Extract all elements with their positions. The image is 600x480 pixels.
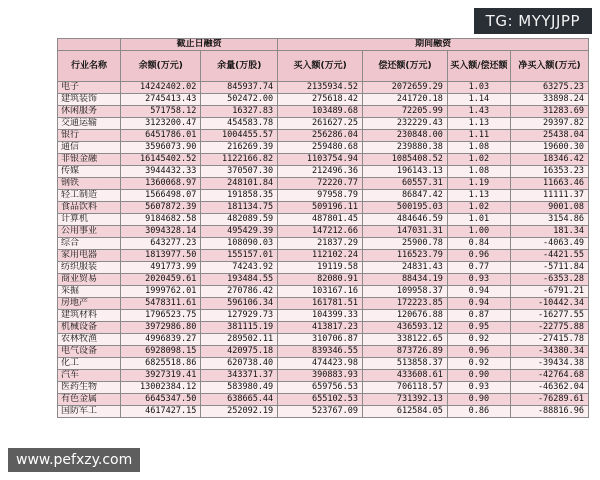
cell-industry: 纺织服装 xyxy=(58,262,121,274)
cell-net-buy: -76289.61 xyxy=(510,394,588,406)
cell-balance-volume: 583980.49 xyxy=(201,382,278,394)
cell-industry: 农林牧渔 xyxy=(58,334,121,346)
cell-net-buy: 19600.30 xyxy=(510,142,588,154)
cell-balance-amount: 571758.12 xyxy=(121,106,201,118)
cell-buy: 82080.91 xyxy=(278,274,363,286)
cell-balance-amount: 4996839.27 xyxy=(121,334,201,346)
cell-balance-volume: 216269.39 xyxy=(201,142,278,154)
cell-industry: 休闲服务 xyxy=(58,106,121,118)
cell-balance-volume: 482089.59 xyxy=(201,214,278,226)
cell-balance-volume: 108090.03 xyxy=(201,238,278,250)
cell-balance-amount: 4617427.15 xyxy=(121,406,201,418)
cell-ratio: 0.93 xyxy=(447,382,510,394)
cell-buy: 103167.16 xyxy=(278,286,363,298)
cell-balance-amount: 1813977.50 xyxy=(121,250,201,262)
cell-ratio: 0.90 xyxy=(447,394,510,406)
table-row xyxy=(58,166,589,178)
cell-balance-volume: 495429.39 xyxy=(201,226,278,238)
cell-buy: 161781.51 xyxy=(278,298,363,310)
cell-repay: 116523.79 xyxy=(363,250,448,262)
cell-ratio: 1.03 xyxy=(447,82,510,94)
cell-net-buy: -6353.28 xyxy=(510,274,588,286)
cell-buy: 474423.98 xyxy=(278,358,363,370)
cell-buy: 509196.11 xyxy=(278,202,363,214)
cell-industry: 通信 xyxy=(58,142,121,154)
cell-repay: 109958.37 xyxy=(363,286,448,298)
cell-buy: 839346.55 xyxy=(278,346,363,358)
cell-balance-amount: 5607872.39 xyxy=(121,202,201,214)
cell-balance-volume: 252092.19 xyxy=(201,406,278,418)
cell-balance-volume: 1004455.57 xyxy=(201,130,278,142)
cell-buy: 256286.04 xyxy=(278,130,363,142)
cell-buy: 390883.93 xyxy=(278,370,363,382)
cell-buy: 19119.58 xyxy=(278,262,363,274)
cell-balance-amount: 1360068.97 xyxy=(121,178,201,190)
cell-ratio: 0.93 xyxy=(447,274,510,286)
cell-ratio: 0.96 xyxy=(447,250,510,262)
cell-industry: 电气设备 xyxy=(58,346,121,358)
cell-industry: 综合 xyxy=(58,238,121,250)
cell-buy: 21837.29 xyxy=(278,238,363,250)
cell-balance-volume: 343371.37 xyxy=(201,370,278,382)
cell-industry: 采掘 xyxy=(58,286,121,298)
table-row xyxy=(58,382,589,394)
cell-industry: 交通运输 xyxy=(58,118,121,130)
cell-industry: 家用电器 xyxy=(58,250,121,262)
cell-buy: 310706.87 xyxy=(278,334,363,346)
cell-repay: 232229.43 xyxy=(363,118,448,130)
cell-repay: 230848.00 xyxy=(363,130,448,142)
cell-repay: 147031.31 xyxy=(363,226,448,238)
table-row xyxy=(58,118,589,130)
cell-net-buy: -88816.96 xyxy=(510,406,588,418)
cell-repay: 239880.38 xyxy=(363,142,448,154)
cell-buy: 2135934.52 xyxy=(278,82,363,94)
table-row xyxy=(58,406,589,418)
cell-buy: 147212.66 xyxy=(278,226,363,238)
cell-balance-volume: 845937.74 xyxy=(201,82,278,94)
cell-repay: 25900.78 xyxy=(363,238,448,250)
cell-industry: 非银金融 xyxy=(58,154,121,166)
cell-repay: 241720.18 xyxy=(363,94,448,106)
header-balance-amount: 余额(万元) xyxy=(121,51,201,82)
cell-balance-volume: 181134.75 xyxy=(201,202,278,214)
cell-balance-volume: 155157.01 xyxy=(201,250,278,262)
cell-net-buy: 31283.69 xyxy=(510,106,588,118)
cell-balance-amount: 16145402.52 xyxy=(121,154,201,166)
cell-repay: 612584.05 xyxy=(363,406,448,418)
cell-net-buy: -39434.38 xyxy=(510,358,588,370)
header-group-period: 期间融资 xyxy=(278,39,589,51)
table-body xyxy=(58,82,589,418)
cell-net-buy: -42764.68 xyxy=(510,370,588,382)
header-ratio: 买入额/偿还额 xyxy=(447,51,510,82)
cell-balance-amount: 1796523.75 xyxy=(121,310,201,322)
table-row xyxy=(58,334,589,346)
cell-balance-volume: 127929.73 xyxy=(201,310,278,322)
cell-ratio: 1.08 xyxy=(447,166,510,178)
cell-net-buy: 16353.23 xyxy=(510,166,588,178)
cell-ratio: 0.84 xyxy=(447,238,510,250)
cell-net-buy: 181.34 xyxy=(510,226,588,238)
cell-balance-volume: 454583.78 xyxy=(201,118,278,130)
header-row-columns xyxy=(58,51,589,82)
cell-repay: 484646.59 xyxy=(363,214,448,226)
cell-ratio: 1.14 xyxy=(447,94,510,106)
header-repay: 偿还额(万元) xyxy=(363,51,448,82)
cell-buy: 523767.09 xyxy=(278,406,363,418)
header-row-group xyxy=(58,39,589,51)
cell-repay: 500195.03 xyxy=(363,202,448,214)
cell-net-buy: -16277.55 xyxy=(510,310,588,322)
cell-balance-volume: 638665.44 xyxy=(201,394,278,406)
header-group-end-date: 截止日融资 xyxy=(121,39,278,51)
cell-buy: 104399.33 xyxy=(278,310,363,322)
table-row xyxy=(58,202,589,214)
table-row xyxy=(58,286,589,298)
cell-buy: 487801.45 xyxy=(278,214,363,226)
cell-buy: 413817.23 xyxy=(278,322,363,334)
cell-balance-volume: 191858.35 xyxy=(201,190,278,202)
table-row xyxy=(58,190,589,202)
cell-balance-amount: 643277.23 xyxy=(121,238,201,250)
cell-balance-amount: 13002384.12 xyxy=(121,382,201,394)
cell-balance-volume: 289502.11 xyxy=(201,334,278,346)
cell-industry: 计算机 xyxy=(58,214,121,226)
cell-net-buy: 25438.04 xyxy=(510,130,588,142)
cell-balance-volume: 1122166.82 xyxy=(201,154,278,166)
cell-ratio: 1.01 xyxy=(447,214,510,226)
cell-net-buy: 18346.42 xyxy=(510,154,588,166)
header-net-buy: 净买入额(万元) xyxy=(510,51,588,82)
cell-balance-amount: 1999762.01 xyxy=(121,286,201,298)
cell-balance-amount: 6825518.86 xyxy=(121,358,201,370)
table-row xyxy=(58,154,589,166)
cell-net-buy: -46362.04 xyxy=(510,382,588,394)
cell-buy: 659756.53 xyxy=(278,382,363,394)
cell-repay: 172223.85 xyxy=(363,298,448,310)
cell-ratio: 1.19 xyxy=(447,178,510,190)
cell-repay: 2072659.29 xyxy=(363,82,448,94)
cell-industry: 银行 xyxy=(58,130,121,142)
cell-ratio: 0.94 xyxy=(447,298,510,310)
cell-balance-volume: 596106.34 xyxy=(201,298,278,310)
cell-industry: 传媒 xyxy=(58,166,121,178)
cell-balance-volume: 502472.00 xyxy=(201,94,278,106)
cell-balance-volume: 370507.30 xyxy=(201,166,278,178)
cell-ratio: 0.87 xyxy=(447,310,510,322)
cell-buy: 275618.42 xyxy=(278,94,363,106)
cell-balance-amount: 491773.99 xyxy=(121,262,201,274)
cell-buy: 212496.36 xyxy=(278,166,363,178)
cell-balance-volume: 16327.83 xyxy=(201,106,278,118)
cell-industry: 建筑材料 xyxy=(58,310,121,322)
cell-ratio: 1.13 xyxy=(447,118,510,130)
cell-buy: 261627.25 xyxy=(278,118,363,130)
table-row xyxy=(58,214,589,226)
cell-industry: 医药生物 xyxy=(58,382,121,394)
cell-industry: 国防军工 xyxy=(58,406,121,418)
cell-repay: 433608.61 xyxy=(363,370,448,382)
cell-industry: 轻工制造 xyxy=(58,190,121,202)
table-row xyxy=(58,262,589,274)
cell-ratio: 0.90 xyxy=(447,370,510,382)
cell-net-buy: 11111.37 xyxy=(510,190,588,202)
cell-repay: 60557.31 xyxy=(363,178,448,190)
cell-industry: 钢铁 xyxy=(58,178,121,190)
cell-repay: 72205.99 xyxy=(363,106,448,118)
table-row xyxy=(58,298,589,310)
cell-net-buy: -5711.84 xyxy=(510,262,588,274)
cell-ratio: 1.00 xyxy=(447,226,510,238)
cell-industry: 公用事业 xyxy=(58,226,121,238)
cell-balance-amount: 3596073.90 xyxy=(121,142,201,154)
cell-balance-volume: 74243.92 xyxy=(201,262,278,274)
cell-net-buy: 33898.24 xyxy=(510,94,588,106)
table-row xyxy=(58,346,589,358)
cell-industry: 建筑装饰 xyxy=(58,94,121,106)
cell-buy: 72220.77 xyxy=(278,178,363,190)
table-row xyxy=(58,322,589,334)
cell-repay: 120676.88 xyxy=(363,310,448,322)
cell-buy: 112102.24 xyxy=(278,250,363,262)
cell-industry: 有色金属 xyxy=(58,394,121,406)
cell-industry: 商业贸易 xyxy=(58,274,121,286)
cell-balance-amount: 3927319.41 xyxy=(121,370,201,382)
cell-net-buy: -27415.78 xyxy=(510,334,588,346)
cell-net-buy: -10442.34 xyxy=(510,298,588,310)
cell-net-buy: 63275.23 xyxy=(510,82,588,94)
table-row xyxy=(58,358,589,370)
cell-balance-amount: 5478311.61 xyxy=(121,298,201,310)
cell-industry: 机械设备 xyxy=(58,322,121,334)
cell-buy: 259480.68 xyxy=(278,142,363,154)
cell-net-buy: -22775.88 xyxy=(510,322,588,334)
table-row xyxy=(58,142,589,154)
cell-ratio: 0.92 xyxy=(447,358,510,370)
cell-buy: 103489.68 xyxy=(278,106,363,118)
header-blank xyxy=(58,39,121,51)
cell-balance-volume: 193484.55 xyxy=(201,274,278,286)
table-row xyxy=(58,226,589,238)
cell-industry: 汽车 xyxy=(58,370,121,382)
cell-net-buy: -6791.21 xyxy=(510,286,588,298)
cell-net-buy: -4421.55 xyxy=(510,250,588,262)
cell-ratio: 0.95 xyxy=(447,322,510,334)
cell-industry: 化工 xyxy=(58,358,121,370)
cell-net-buy: 3154.86 xyxy=(510,214,588,226)
cell-industry: 食品饮料 xyxy=(58,202,121,214)
cell-repay: 873726.89 xyxy=(363,346,448,358)
cell-ratio: 1.13 xyxy=(447,190,510,202)
cell-balance-amount: 3944432.33 xyxy=(121,166,201,178)
header-balance-volume: 余量(万股) xyxy=(201,51,278,82)
table-row xyxy=(58,250,589,262)
table-row xyxy=(58,394,589,406)
table-row xyxy=(58,106,589,118)
table-row xyxy=(58,310,589,322)
watermark-url: www.pefxzy.com xyxy=(8,448,140,472)
cell-balance-amount: 3123200.47 xyxy=(121,118,201,130)
margin-financing-table xyxy=(57,38,589,418)
table-row xyxy=(58,130,589,142)
cell-net-buy: -4063.49 xyxy=(510,238,588,250)
cell-net-buy: 9001.08 xyxy=(510,202,588,214)
cell-balance-amount: 14242402.02 xyxy=(121,82,201,94)
cell-balance-volume: 420975.18 xyxy=(201,346,278,358)
cell-ratio: 0.96 xyxy=(447,346,510,358)
cell-balance-amount: 9184682.58 xyxy=(121,214,201,226)
cell-ratio: 1.43 xyxy=(447,106,510,118)
cell-ratio: 0.77 xyxy=(447,262,510,274)
cell-repay: 1085408.52 xyxy=(363,154,448,166)
cell-buy: 655102.53 xyxy=(278,394,363,406)
cell-balance-volume: 381115.19 xyxy=(201,322,278,334)
cell-net-buy: 11663.46 xyxy=(510,178,588,190)
cell-ratio: 1.02 xyxy=(447,202,510,214)
cell-balance-amount: 3972986.80 xyxy=(121,322,201,334)
cell-ratio: 0.92 xyxy=(447,334,510,346)
table-row xyxy=(58,178,589,190)
cell-industry: 房地产 xyxy=(58,298,121,310)
cell-buy: 97958.79 xyxy=(278,190,363,202)
cell-ratio: 1.11 xyxy=(447,130,510,142)
table-row xyxy=(58,94,589,106)
cell-ratio: 1.02 xyxy=(447,154,510,166)
table-row xyxy=(58,274,589,286)
cell-balance-volume: 248101.84 xyxy=(201,178,278,190)
cell-repay: 436593.12 xyxy=(363,322,448,334)
cell-buy: 1103754.94 xyxy=(278,154,363,166)
cell-balance-amount: 1566498.07 xyxy=(121,190,201,202)
cell-net-buy: 29397.82 xyxy=(510,118,588,130)
table-row xyxy=(58,238,589,250)
cell-balance-amount: 6928098.15 xyxy=(121,346,201,358)
header-industry: 行业名称 xyxy=(58,51,121,82)
cell-balance-amount: 2020459.61 xyxy=(121,274,201,286)
cell-balance-amount: 6451786.01 xyxy=(121,130,201,142)
header-buy: 买入额(万元) xyxy=(278,51,363,82)
cell-net-buy: -34380.34 xyxy=(510,346,588,358)
table-row xyxy=(58,82,589,94)
cell-repay: 731392.13 xyxy=(363,394,448,406)
cell-repay: 88434.19 xyxy=(363,274,448,286)
cell-repay: 338122.65 xyxy=(363,334,448,346)
cell-repay: 86847.42 xyxy=(363,190,448,202)
table-row xyxy=(58,370,589,382)
cell-balance-volume: 270786.42 xyxy=(201,286,278,298)
telegram-badge: TG: MYYJJPP xyxy=(474,8,592,34)
cell-repay: 513858.37 xyxy=(363,358,448,370)
cell-balance-volume: 620738.40 xyxy=(201,358,278,370)
cell-ratio: 0.94 xyxy=(447,286,510,298)
cell-industry: 电子 xyxy=(58,82,121,94)
cell-balance-amount: 3094328.14 xyxy=(121,226,201,238)
cell-repay: 196143.13 xyxy=(363,166,448,178)
cell-repay: 24831.43 xyxy=(363,262,448,274)
cell-ratio: 0.86 xyxy=(447,406,510,418)
cell-balance-amount: 6645347.50 xyxy=(121,394,201,406)
cell-repay: 706118.57 xyxy=(363,382,448,394)
cell-balance-amount: 2745413.43 xyxy=(121,94,201,106)
cell-ratio: 1.08 xyxy=(447,142,510,154)
